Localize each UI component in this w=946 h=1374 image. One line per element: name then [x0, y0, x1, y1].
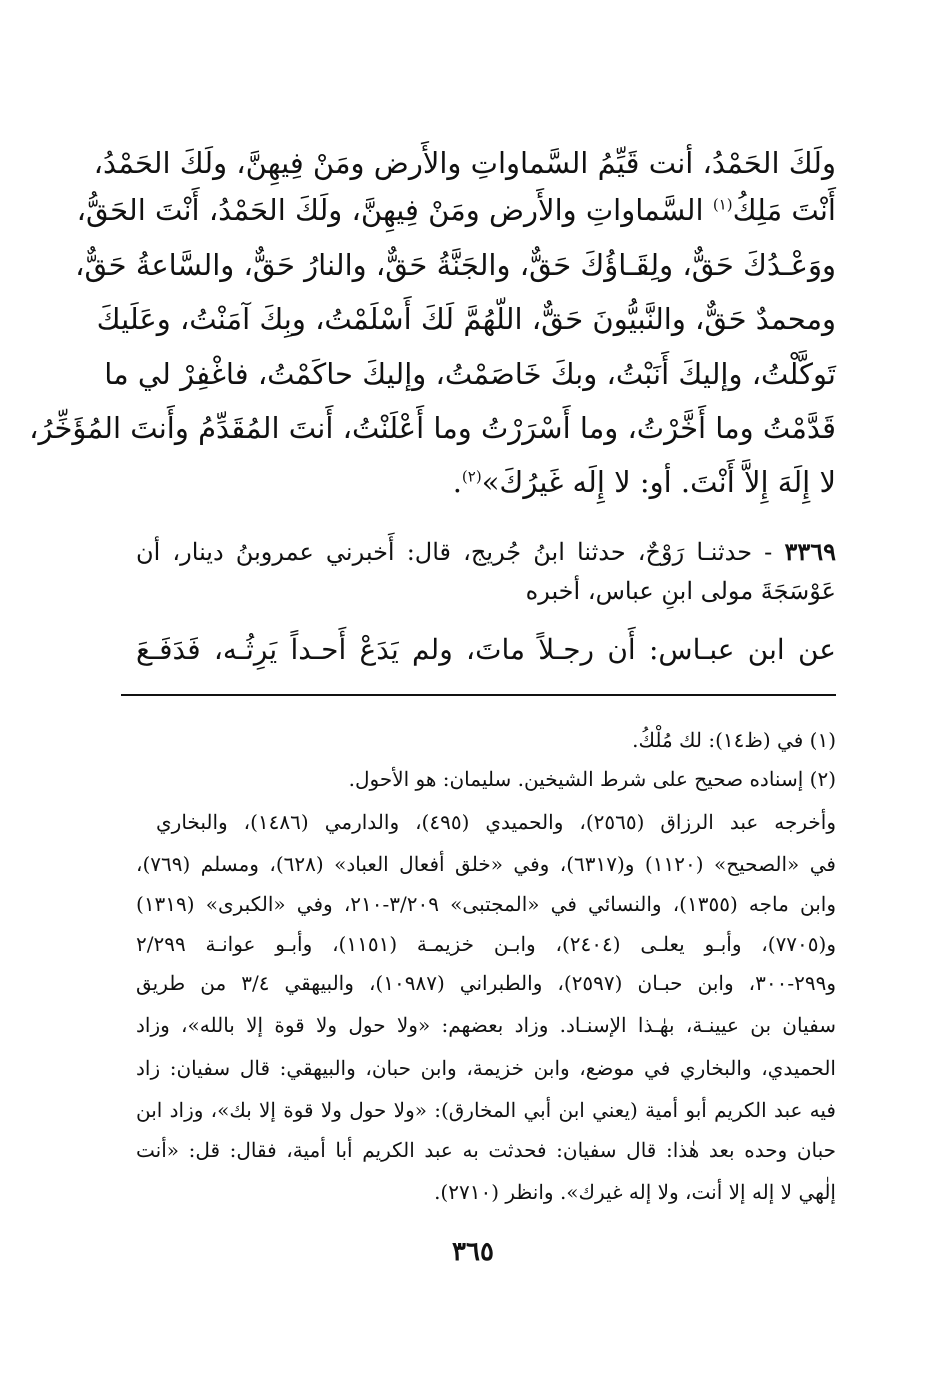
hadith-narration-text: عن ابن عبـاس: أَن رجـلاً ماتَ، ولم يَدَعْ أَحـداً يَرِثُـه، فَدَفَـعَ [136, 633, 836, 666]
footnote-2-line-5-text: و(٧٧٠٥)، وأبـو يعلـى (٢٤٠٤)، وابـن خزيمـة (١١٥١)، وأبـو عوانـة ٢/٢٩٩ [136, 932, 836, 956]
hadith-number: ٣٣٦٩ [784, 537, 836, 566]
footnote-2-line-4 [136, 888, 836, 921]
main-text-line-7 [136, 459, 836, 505]
footnote-2-line-4-text: وابن ماجه (١٣٥٥)، والنسائي في «المجتبى» ٣/٢٠٩-٢١٠، وفي «الكبرى» (١٣١٩) [136, 892, 836, 916]
main-text-line-7-period: . [452, 465, 462, 499]
footnote-2-line-10 [136, 1134, 836, 1167]
hadith-chain-line-2 [136, 572, 836, 610]
footnote-2-line-7 [136, 1009, 836, 1042]
footnote-ref-2[interactable]: (٢) [461, 467, 482, 486]
footnote-1 [136, 724, 836, 757]
main-text-line-5-text: تَوكَّلْتُ، وإليكَ أَنَبْتُ، وبكَ خَاصَمْتُ، وإليكَ حاكَمْتُ، فاغْفِرْ لي ما [104, 357, 836, 391]
footnote-2-line-3-text: في «الصحيح» (١١٢٠) و(٦٣١٧)، وفي «خلق أفعال العباد» (٦٢٨)، ومسلم (٧٦٩)، [136, 852, 836, 876]
footnote-2-line-3 [136, 848, 836, 881]
footnote-2-line-10-text: حبان وحده بعد هٰذا: قال سفيان: فحدثت به عبد الكريم أبا أمية، فقال: قل: «أنت [136, 1138, 836, 1162]
footnote-2-line-9 [136, 1094, 836, 1127]
footnote-2-line-8 [136, 1052, 836, 1085]
hadith-chain-text-1: - حدثنـا رَوْحٌ، حدثنا ابنُ جُريج، قال: أَخبرني عمروبنُ دينار، أن [136, 538, 773, 566]
page-number: ٣٦٥ [452, 1237, 494, 1267]
main-text-line-2-end: السَّماواتِ والأَرض ومَنْ فِيهِنَّ، ولَكَ الحَمْدُ، أَنْتَ الحَقُّ، [76, 193, 704, 227]
main-text-line-7-text: لا إِلَهَ إِلاَّ أَنْتَ. أو: لا إِلَه غَيرُكَ» [481, 465, 836, 499]
footnote-2-line-11-text: إلٰهي لا إله إلا أنت، ولا إله غيرك». وانظر (٢٧١٠). [434, 1180, 836, 1204]
footnote-2-line-2-text: وأخرجه عبد الرزاق (٢٥٦٥)، والحميدي (٤٩٥)، والدارمي (١٤٨٦)، والبخاري [156, 810, 836, 834]
footnote-separator [121, 694, 836, 696]
main-text-line-4 [96, 296, 836, 342]
footnote-ref-1[interactable]: (١) [712, 195, 733, 214]
main-text-line-3-text: ووَعْـدُكَ حَقٌّ، ولِقَـاؤُكَ حَقٌّ، والجَنَّةُ حَقٌّ، والنارُ حَقٌّ، والسَّاعةُ حَقٌّ، [75, 248, 836, 282]
hadith-chain-text-2: عَوْسَجَةَ مولى ابنِ عباس، أخبره [525, 577, 836, 605]
footnote-2-line-6 [136, 967, 836, 1000]
footnote-2-line-2 [156, 806, 836, 839]
main-text-line-2 [76, 187, 836, 233]
footnote-2-line-11 [136, 1176, 836, 1209]
main-text-line-4-text: ومحمدٌ حَقٌّ، والنَّبيُّونَ حَقٌّ، اللّهُمَّ لَكَ أَسْلَمْتُ، وبِكَ آمَنْتُ، وعَلَيكَ [96, 302, 836, 336]
hadith-chain-line-1 [136, 533, 836, 571]
main-text-line-1 [93, 140, 836, 186]
footnote-2-line-7-text: سفيان بن عيينـة، بهٰـذا الإسنـاد. وزاد بعضهم: «ولا حول ولا قوة إلا بالله»، وزاد [136, 1013, 836, 1037]
main-text-line-3 [75, 242, 836, 288]
footnote-2-line-1-text: (٢) إسناده صحيح على شرط الشيخين. سليمان: هو الأحول. [348, 767, 836, 791]
main-text-line-6 [29, 405, 836, 451]
footnote-2-line-9-text: فيه عبد الكريم أبو أمية (يعني ابن أبي المخارق): «ولا حول ولا قوة إلا بك»، وزاد ابن [136, 1098, 836, 1122]
hadith-narration-line [136, 628, 836, 672]
footnote-2-line-6-text: و٢٩٩-٣٠٠، وابن حبـان (٢٥٩٧)، والطبراني (١٠٩٨٧)، والبيهقي ٣/٤ من طريق [136, 971, 837, 995]
main-text-line-2-start: أَنْتَ مَلِكُ [732, 193, 836, 227]
footnote-1-text: (١) في (ظ١٤): لك مُلْكُ. [632, 728, 836, 752]
main-text-line-1-text: ولَكَ الحَمْدُ، أنت قَيِّمُ السَّماواتِ والأَرض ومَنْ فِيهِنَّ، ولَكَ الحَمْدُ، [93, 146, 836, 180]
main-text-line-5 [104, 351, 836, 397]
footnote-2-line-5 [136, 928, 836, 961]
footnote-2-line-1 [136, 763, 836, 796]
footnote-2-line-8-text: الحميدي، والبخاري في موضع، وابن خزيمة، وابن حبان، والبيهقي: قال سفيان: زاد [136, 1056, 836, 1080]
main-text-line-6-text: قَدَّمْتُ وما أَخَّرْتُ، وما أَسْرَرْتُ وما أَعْلَنْتُ، أَنتَ المُقَدِّمُ وأَنتَ المُؤَخِّرُ، [29, 411, 836, 445]
